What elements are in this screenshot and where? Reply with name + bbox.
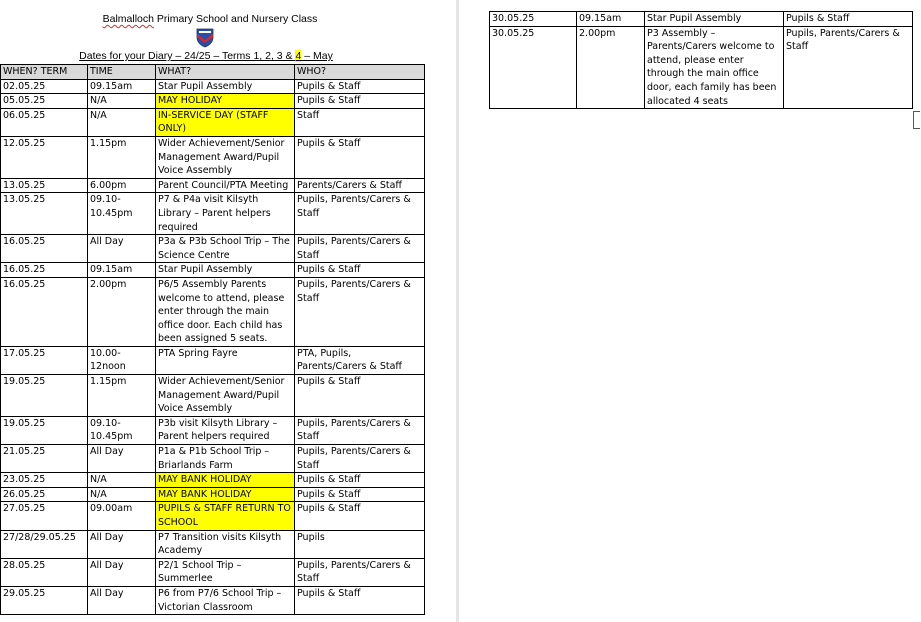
cell-what: Star Pupil Assembly	[156, 263, 295, 278]
cell-what: P3b visit Kilsyth Library – Parent helpers required	[156, 416, 295, 444]
cell-who: Pupils, Parents/Carers & Staff	[295, 235, 425, 263]
cell-what: P3a & P3b School Trip – The Science Centre	[156, 235, 295, 263]
cell-time: All Day	[88, 558, 156, 586]
cell-what: Star Pupil Assembly	[156, 79, 295, 94]
cell-who: PTA, Pupils, Parents/Carers & Staff	[295, 346, 425, 374]
diary-table-continued-body	[490, 12, 913, 109]
cell-what: PUPILS & STAFF RETURN TO SCHOOL	[156, 502, 295, 530]
cell-time: N/A	[88, 473, 156, 488]
cell-when: 19.05.25	[1, 416, 88, 444]
cell-what: P6/5 Assembly Parents welcome to attend, please enter through the main office door. Each child has been assigned 5 seats.	[156, 277, 295, 346]
cell-what: MAY BANK HOLIDAY	[156, 487, 295, 502]
cell-when: 21.05.25	[1, 445, 88, 473]
cell-time: All Day	[88, 530, 156, 558]
cell-what: P2/1 School Trip – Summerlee	[156, 558, 295, 586]
cell-time: 1.15pm	[88, 375, 156, 417]
cell-time: 2.00pm	[577, 26, 645, 109]
cell-time: 6.00pm	[88, 178, 156, 193]
cell-who: Pupils & Staff	[295, 586, 425, 614]
table-row	[1, 530, 425, 558]
table-row	[1, 416, 425, 444]
text-cursor-marker	[913, 111, 920, 129]
school-name: Primary School and Nursery Class	[156, 13, 318, 25]
diary-title	[0, 50, 412, 62]
cell-when: 13.05.25	[1, 178, 88, 193]
cell-when: 28.05.25	[1, 558, 88, 586]
cell-time: All Day	[88, 445, 156, 473]
cell-who: Pupils & Staff	[295, 487, 425, 502]
diary-table-continued	[489, 11, 913, 109]
cell-who: Pupils & Staff	[295, 79, 425, 94]
table-row	[1, 108, 425, 136]
table-row	[1, 346, 425, 374]
cell-who: Pupils, Parents/Carers & Staff	[295, 558, 425, 586]
cell-who: Pupils & Staff	[295, 502, 425, 530]
cell-time: All Day	[88, 586, 156, 614]
cell-when: 29.05.25	[1, 586, 88, 614]
cell-when: 12.05.25	[1, 136, 88, 178]
cell-what: IN-SERVICE DAY (STAFF ONLY)	[156, 108, 295, 136]
table-row	[490, 26, 913, 109]
table-header-row	[1, 65, 425, 80]
school-title	[0, 13, 420, 25]
cell-who: Parents/Carers & Staff	[295, 178, 425, 193]
cell-when: 16.05.25	[1, 277, 88, 346]
cell-what: Wider Achievement/Senior Management Award/Pupil Voice Assembly	[156, 375, 295, 417]
cell-time: 09.00am	[88, 502, 156, 530]
column-header-who: WHO?	[295, 65, 425, 80]
cell-time: 09.10-10.45pm	[88, 416, 156, 444]
table-row	[1, 263, 425, 278]
cell-time: 09.15am	[88, 263, 156, 278]
document-page-right	[459, 0, 921, 622]
cell-when: 27/28/29.05.25	[1, 530, 88, 558]
cell-time: N/A	[88, 108, 156, 136]
table-row	[1, 193, 425, 235]
cell-what: Wider Achievement/Senior Management Award/Pupil Voice Assembly	[156, 136, 295, 178]
cell-what: P1a & P1b School Trip – Briarlands Farm	[156, 445, 295, 473]
cell-time: 09.15am	[88, 79, 156, 94]
cell-when: 19.05.25	[1, 375, 88, 417]
cell-what: Parent Council/PTA Meeting	[156, 178, 295, 193]
table-row	[1, 473, 425, 488]
cell-when: 05.05.25	[1, 94, 88, 109]
cell-who: Staff	[295, 108, 425, 136]
cell-who: Pupils & Staff	[295, 136, 425, 178]
cell-who: Pupils, Parents/Carers & Staff	[784, 26, 913, 109]
table-row	[1, 79, 425, 94]
cell-who: Pupils, Parents/Carers & Staff	[295, 193, 425, 235]
cell-time: 10.00-12noon	[88, 346, 156, 374]
cell-when: 06.05.25	[1, 108, 88, 136]
cell-when: 23.05.25	[1, 473, 88, 488]
table-row	[1, 487, 425, 502]
cell-when: 26.05.25	[1, 487, 88, 502]
cell-what: P7 & P4a visit Kilsyth Library – Parent helpers required	[156, 193, 295, 235]
cell-time: 09.15am	[577, 12, 645, 27]
cell-what: P3 Assembly – Parents/Carers welcome to attend, please enter through the main office door, each family has been allocated 4 seats	[645, 26, 784, 109]
school-crest-icon	[196, 28, 214, 48]
diary-title-term-highlight: 4	[295, 50, 302, 62]
cell-when: 30.05.25	[490, 26, 577, 109]
document-page-left	[0, 0, 456, 622]
table-row	[1, 502, 425, 530]
cell-what: PTA Spring Fayre	[156, 346, 295, 374]
cell-who: Pupils & Staff	[784, 12, 913, 27]
cell-when: 02.05.25	[1, 79, 88, 94]
table-row	[1, 375, 425, 417]
column-header-time: TIME	[88, 65, 156, 80]
diary-table-body	[1, 79, 425, 615]
cell-what: P7 Transition visits Kilsyth Academy	[156, 530, 295, 558]
cell-what: MAY HOLIDAY	[156, 94, 295, 109]
cell-when: 30.05.25	[490, 12, 577, 27]
table-row	[1, 445, 425, 473]
table-row	[1, 277, 425, 346]
table-row	[1, 178, 425, 193]
table-row	[1, 94, 425, 109]
cell-who: Pupils & Staff	[295, 94, 425, 109]
cell-time: 09.10-10.45pm	[88, 193, 156, 235]
cell-time: N/A	[88, 487, 156, 502]
cell-who: Pupils, Parents/Carers & Staff	[295, 277, 425, 346]
column-header-when: WHEN? TERM	[1, 65, 88, 80]
table-row	[1, 136, 425, 178]
cell-who: Pupils & Staff	[295, 263, 425, 278]
school-name-prefix: Balmalloch	[102, 13, 154, 25]
table-row	[1, 558, 425, 586]
diary-table	[0, 64, 425, 615]
table-row	[490, 12, 913, 27]
cell-what: Star Pupil Assembly	[645, 12, 784, 27]
cell-who: Pupils, Parents/Carers & Staff	[295, 416, 425, 444]
diary-title-month: – May	[301, 50, 333, 62]
cell-what: MAY BANK HOLIDAY	[156, 473, 295, 488]
cell-who: Pupils, Parents/Carers & Staff	[295, 445, 425, 473]
cell-time: All Day	[88, 235, 156, 263]
cell-when: 16.05.25	[1, 235, 88, 263]
cell-when: 17.05.25	[1, 346, 88, 374]
column-header-what: WHAT?	[156, 65, 295, 80]
cell-time: 2.00pm	[88, 277, 156, 346]
table-row	[1, 235, 425, 263]
cell-when: 16.05.25	[1, 263, 88, 278]
cell-when: 27.05.25	[1, 502, 88, 530]
cell-who: Pupils & Staff	[295, 375, 425, 417]
cell-when: 13.05.25	[1, 193, 88, 235]
cell-time: 1.15pm	[88, 136, 156, 178]
diary-title-text: Dates for your Diary – 24/25 – Terms 1, 2, 3 &	[79, 50, 296, 62]
cell-who: Pupils	[295, 530, 425, 558]
cell-time: N/A	[88, 94, 156, 109]
table-row	[1, 586, 425, 614]
cell-what: P6 from P7/6 School Trip – Victorian Classroom	[156, 586, 295, 614]
cell-who: Pupils & Staff	[295, 473, 425, 488]
